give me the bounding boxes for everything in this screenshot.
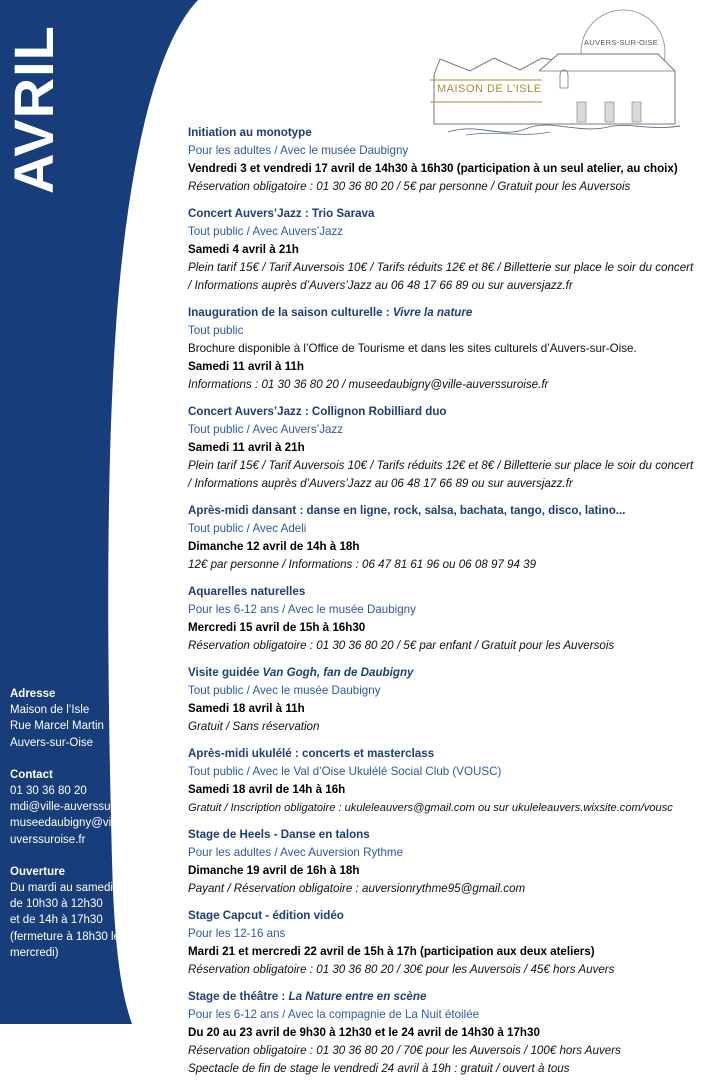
event-item <box>188 502 724 574</box>
logo-city: AUVERS-SUR-OISE <box>584 38 659 47</box>
event-item <box>188 745 724 817</box>
hours-block <box>10 864 160 961</box>
event-title-italic: Vivre la nature <box>392 306 473 319</box>
event-title <box>188 304 724 322</box>
event-date: Dimanche 12 avril de 14h à 18h <box>188 540 360 553</box>
event-notes: Informations : 01 30 36 80 20 / museedaubigny@ville-auverssuroise.fr <box>188 378 549 391</box>
event-audience: Pour les 12-16 ans <box>188 927 286 940</box>
event-date: Samedi 11 avril à 11h <box>188 360 305 373</box>
sidebar-info <box>10 686 160 977</box>
event-item <box>188 205 724 295</box>
maison-de-l-isle-logo <box>430 4 700 139</box>
event-item <box>188 826 724 898</box>
event-notes: Réservation obligatoire : 01 30 36 80 20 / 30€ pour les Auversois / 45€ hors Auvers <box>188 963 615 976</box>
event-item <box>188 403 724 493</box>
hours-line: Du mardi au samedi : <box>10 882 120 895</box>
event-title-text: Inauguration de la saison culturelle : <box>188 306 393 319</box>
event-notes: Spectacle de fin de stage le vendredi 24 avril à 19h : gratuit / ouvert à tous <box>188 1062 570 1075</box>
event-notes: Gratuit / Inscription obligatoire : ukuleleauvers@gmail.com ou sur ukuleleauvers.wixsite.com/vousc <box>188 802 673 814</box>
event-title: Après-midi dansant : danse en ligne, rock, salsa, bachata, tango, disco, latino... <box>188 504 626 517</box>
address-line: Auvers-sur-Oise <box>10 736 94 749</box>
event-date: Du 20 au 23 avril de 9h30 à 12h30 et le 24 avril de 14h30 à 17h30 <box>188 1026 540 1039</box>
event-audience: Tout public / Avec Adeli <box>188 522 307 535</box>
event-audience: Tout public / Avec le Val d’Oise Ukulélé Social Club (VOUSC) <box>188 765 502 778</box>
event-title: Concert Auvers’Jazz : Collignon Robilliard duo <box>188 405 447 418</box>
event-date: Vendredi 3 et vendredi 17 avril de 14h30 à 16h30 (participation à un seul atelier, au choix) <box>188 162 678 175</box>
event-item <box>188 907 724 979</box>
event-notes: Réservation obligatoire : 01 30 36 80 20 / 5€ par enfant / Gratuit pour les Auversois <box>188 639 615 652</box>
address-heading: Adresse <box>10 688 56 700</box>
event-description: Brochure disponible à l’Office de Tourisme et dans les sites culturels d’Auvers-sur-Oise. <box>188 342 637 355</box>
contact-email: museedaubigny@ville-auverssuroise.fr <box>10 817 133 846</box>
event-title-text: Stage de théâtre : <box>188 990 289 1003</box>
hours-line: (fermeture à 18h30 le mercredi) <box>10 930 120 959</box>
hours-line: de 10h30 à 12h30 <box>10 898 103 911</box>
event-notes: Réservation obligatoire : 01 30 36 80 20 / 5€ par personne / Gratuit pour les Auversois <box>188 180 631 193</box>
month-title: AVRIL <box>2 25 65 194</box>
address-line: Maison de l’Isle <box>10 704 90 717</box>
contact-block <box>10 767 160 848</box>
hours-line: et de 14h à 17h30 <box>10 914 103 927</box>
event-date: Dimanche 19 avril de 16h à 18h <box>188 864 360 877</box>
event-item <box>188 124 724 196</box>
event-notes: 12€ par personne / Informations : 06 47 81 61 96 ou 06 08 97 94 39 <box>188 558 537 571</box>
address-line: Rue Marcel Martin <box>10 720 104 733</box>
event-title: Initiation au monotype <box>188 126 312 139</box>
event-title: Concert Auvers’Jazz : Trio Sarava <box>188 207 375 220</box>
contact-phone: 01 30 36 80 20 <box>10 785 87 798</box>
event-notes: Gratuit / Sans réservation <box>188 720 320 733</box>
event-notes: Réservation obligatoire : 01 30 36 80 20 / 70€ pour les Auversois / 100€ hors Auvers <box>188 1044 621 1057</box>
event-date: Samedi 4 avril à 21h <box>188 243 299 256</box>
event-date: Samedi 18 avril de 14h à 16h <box>188 783 346 796</box>
events-list <box>188 124 724 1087</box>
event-item <box>188 304 724 394</box>
event-notes: Plein tarif 15€ / Tarif Auversois 10€ / Tarifs réduits 12€ et 8€ / Billetterie sur place le soir du concert / Informations auprès d’Auvers’Jazz au 06 48 17 66 89 ou sur auversjazz.fr <box>188 459 694 490</box>
event-audience: Pour les 6-12 ans / Avec la compagnie de La Nuit étoilée <box>188 1008 480 1021</box>
event-title-italic: La Nature entre en scène <box>288 990 427 1003</box>
event-title: Stage Capcut - édition vidéo <box>188 909 344 922</box>
event-title: Stage de Heels - Danse en talons <box>188 828 370 841</box>
event-title <box>188 664 724 682</box>
event-item <box>188 583 724 655</box>
event-date: Samedi 18 avril à 11h <box>188 702 305 715</box>
event-title-text: Visite guidée <box>188 666 263 679</box>
event-audience: Tout public <box>188 324 244 337</box>
event-item <box>188 664 724 736</box>
event-notes: Plein tarif 15€ / Tarif Auversois 10€ / Tarifs réduits 12€ et 8€ / Billetterie sur place le soir du concert / Informations auprès d’Auvers’Jazz au 06 48 17 66 89 ou sur auversjazz.fr <box>188 261 694 292</box>
logo-name: MAISON DE L’ISLE <box>437 83 542 95</box>
event-title-italic: Van Gogh, fan de Daubigny <box>262 666 414 679</box>
event-audience: Tout public / Avec le musée Daubigny <box>188 684 381 697</box>
event-notes: Payant / Réservation obligatoire : auversionrythme95@gmail.com <box>188 882 526 895</box>
event-title <box>188 988 724 1006</box>
event-audience: Pour les adultes / Avec Auversion Rythme <box>188 846 404 859</box>
contact-email: mdi@ville-auverssuroise.fr <box>10 801 146 814</box>
contact-heading: Contact <box>10 768 53 781</box>
event-date: Mercredi 15 avril de 15h à 16h30 <box>188 621 366 634</box>
event-date: Mardi 21 et mercredi 22 avril de 15h à 17h (participation aux deux ateliers) <box>188 945 595 958</box>
address-block <box>10 686 160 751</box>
event-title: Après-midi ukulélé : concerts et masterclass <box>188 747 435 760</box>
event-audience: Pour les adultes / Avec le musée Daubigny <box>188 144 409 157</box>
event-item <box>188 988 724 1078</box>
event-audience: Pour les 6-12 ans / Avec le musée Daubigny <box>188 603 416 616</box>
event-audience: Tout public / Avec Auvers’Jazz <box>188 225 344 238</box>
event-date: Samedi 11 avril à 21h <box>188 441 305 454</box>
event-audience: Tout public / Avec Auvers’Jazz <box>188 423 344 436</box>
hours-heading: Ouverture <box>10 865 65 878</box>
event-title: Aquarelles naturelles <box>188 585 306 598</box>
